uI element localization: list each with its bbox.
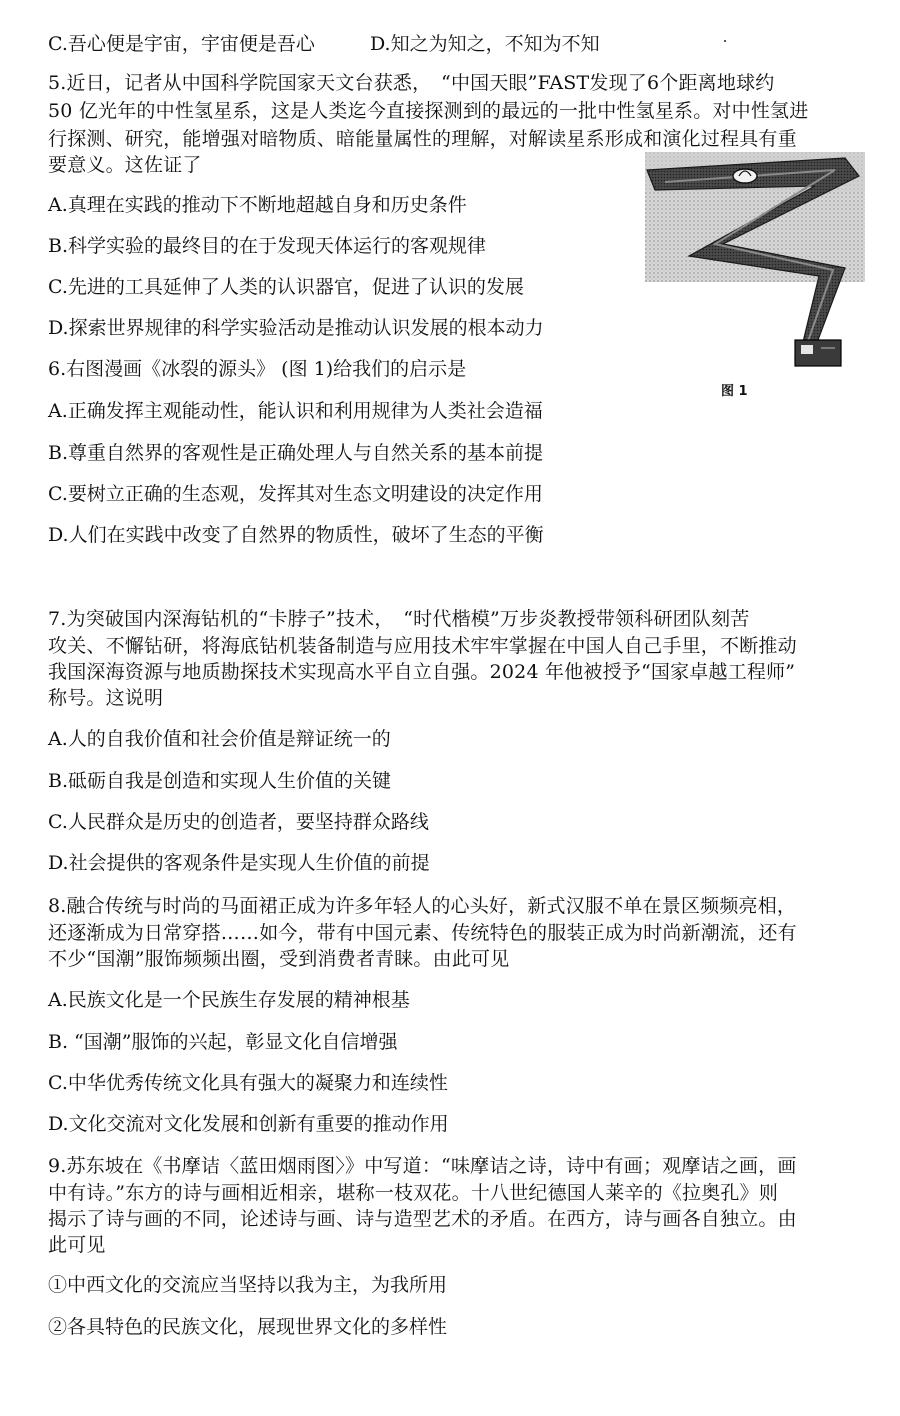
q9-stem-line-4: 此可见 <box>48 1234 106 1256</box>
q5-stem-line-3: 行探测、研究，能增强对暗物质、暗能量属性的理解，对解读星系形成和演化过程具有重 <box>48 128 797 150</box>
scan-speck <box>724 40 726 42</box>
q6-option-c: C.要树立正确的生态观，发挥其对生态文明建设的决定作用 <box>48 483 543 505</box>
q5-option-b: B.科学实验的最终目的在于发现天体运行的客观规律 <box>48 235 487 257</box>
q9-stem-line-1: 9.苏东坡在《书摩诘〈蓝田烟雨图〉》中写道：“味摩诘之诗，诗中有画；观摩诘之画，画 <box>48 1155 797 1177</box>
q7-option-c: C.人民群众是历史的创造者，要坚持群众路线 <box>48 811 429 833</box>
q8-option-a: A.民族文化是一个民族生存发展的精神根基 <box>48 989 410 1011</box>
q5-stem-line-2: 50 亿光年的中性氢星系，这是人类迄今直接探测到的最远的一批中性氢星系。对中性氢进 <box>48 100 809 122</box>
q5-stem-line-1: 5.近日，记者从中国科学院国家天文台获悉， “中国天眼”FAST发现了6个距离地球约 <box>48 72 775 94</box>
q7-stem-line-4: 称号。这说明 <box>48 687 164 709</box>
q6-option-a: A.正确发挥主观能动性，能认识和利用规律为人类社会造福 <box>48 400 543 422</box>
q7-stem-line-1: 7.为突破国内深海钻机的“卡脖子”技术， “时代楷模”万步炎教授带领科研团队刻苦 <box>48 608 750 630</box>
q9-statement-1: ①中西文化的交流应当坚持以我为主，为我所用 <box>48 1274 448 1296</box>
q4-option-d: D.知之为知之，不知为不知 <box>370 33 600 55</box>
q7-stem-line-2: 攻关、不懈钻研，将海底钻机装备制造与应用技术牢牢掌握在中国人自己手里，不断推动 <box>48 635 797 657</box>
q7-stem-line-3: 我国深海资源与地质勘探技术实现高水平自立自强。2024 年他被授予“国家卓越工程师” <box>48 661 796 683</box>
ice-crack-cartoon-image <box>645 152 865 377</box>
q5-option-a: A.真理在实践的推动下不断地超越自身和历史条件 <box>48 194 467 216</box>
q8-option-c: C.中华优秀传统文化具有强大的凝聚力和连续性 <box>48 1072 448 1094</box>
q7-option-a: A.人的自我价值和社会价值是辩证统一的 <box>48 728 391 750</box>
q9-statement-2: ②各具特色的民族文化，展现世界文化的多样性 <box>48 1316 448 1338</box>
q6-option-b: B.尊重自然界的客观性是正确处理人与自然关系的基本前提 <box>48 442 544 464</box>
q6-option-d: D.人们在实践中改变了自然界的物质性，破坏了生态的平衡 <box>48 524 544 546</box>
q9-stem-line-3: 揭示了诗与画的不同，论述诗与画、诗与造型艺术的矛盾。在西方，诗与画各自独立。由 <box>48 1208 797 1230</box>
q8-stem-line-2: 还逐渐成为日常穿搭……如今，带有中国元素、传统特色的服装正成为时尚新潮流，还有 <box>48 922 797 944</box>
q4-option-c: C.吾心便是宇宙，宇宙便是吾心 <box>48 33 315 55</box>
q6-stem: 6.右图漫画《冰裂的源头》 (图 1)给我们的启示是 <box>48 358 467 380</box>
q8-option-b: B. “国潮”服饰的兴起，彰显文化自信增强 <box>48 1031 398 1053</box>
q9-stem-line-2: 中有诗。”东方的诗与画相近相亲，堪称一枝双花。十八世纪德国人莱辛的《拉奥孔》则 <box>48 1182 779 1204</box>
q5-stem-line-4: 要意义。这佐证了 <box>48 154 202 176</box>
q7-option-d: D.社会提供的客观条件是实现人生价值的前提 <box>48 852 430 874</box>
q8-stem-line-3: 不少“国潮”服饰频频出圈，受到消费者青睐。由此可见 <box>48 948 510 970</box>
cartoon-figure-1 <box>645 152 865 404</box>
q5-option-d: D.探索世界规律的科学实验活动是推动认识发展的根本动力 <box>48 317 544 339</box>
q5-option-c: C.先进的工具延伸了人类的认识器官，促进了认识的发展 <box>48 276 524 298</box>
figure-caption: 图 1 <box>721 384 748 399</box>
q7-option-b: B.砥砺自我是创造和实现人生价值的关键 <box>48 770 392 792</box>
q8-stem-line-1: 8.融合传统与时尚的马面裙正成为许多年轻人的心头好，新式汉服不单在景区频频亮相， <box>48 895 797 917</box>
q8-option-d: D.文化交流对文化发展和创新有重要的推动作用 <box>48 1113 449 1135</box>
